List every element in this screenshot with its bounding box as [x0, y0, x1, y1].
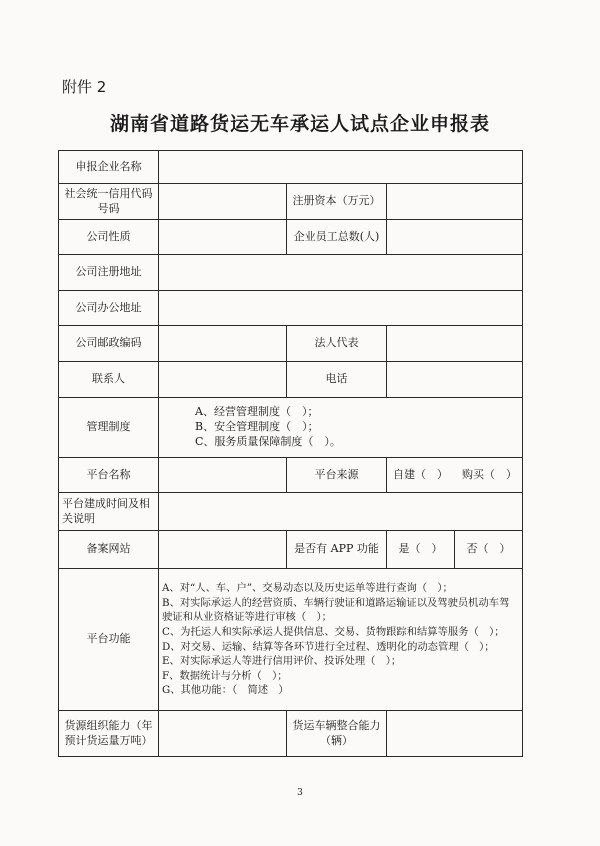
filing-website-field[interactable]	[159, 531, 287, 569]
form-row-filing-website	[59, 531, 523, 569]
function-option-f[interactable]: F、数据统计与分析（ ）；	[162, 669, 288, 682]
credit-code-label: 社会统一信用代码号码	[59, 184, 159, 220]
phone-field[interactable]	[387, 362, 523, 398]
function-option-d[interactable]: D、对交易、运输、结算等各环节进行全过程、透明化的动态管理（ ）；	[162, 640, 495, 653]
registered-address-field[interactable]	[159, 255, 523, 291]
cargo-capacity-label: 货源组织能力（年预计货运量万吨）	[59, 711, 159, 757]
function-option-a[interactable]: A、对“人、车、户”、交易动态以及历史运单等进行查询（ ）；	[162, 582, 453, 595]
registered-capital-label: 注册资本（万元）	[287, 184, 387, 220]
form-row-company-name	[59, 151, 523, 184]
function-option-e[interactable]: E、对实际承运人等进行信用评价、投诉处理（ ）；	[162, 655, 402, 668]
form-row-company-nature	[59, 220, 523, 255]
filing-website-label: 备案网站	[59, 531, 159, 569]
total-employees-label: 企业员工总数(人)	[287, 220, 387, 255]
legal-representative-label: 法人代表	[287, 326, 387, 362]
form-row-contact	[59, 362, 523, 398]
credit-code-field[interactable]	[159, 184, 287, 220]
form-row-platform-functions	[59, 569, 523, 711]
legal-representative-field[interactable]	[387, 326, 523, 362]
contact-person-field[interactable]	[159, 362, 287, 398]
platform-build-time-field[interactable]	[159, 493, 523, 531]
function-option-g[interactable]: G、其他功能：（ 简述 ）	[162, 684, 289, 697]
form-row-registered-address	[59, 255, 523, 291]
cargo-capacity-field[interactable]	[159, 711, 287, 757]
company-nature-field[interactable]	[159, 220, 287, 255]
attachment-label: 附件 2	[62, 78, 107, 96]
platform-source-self-built[interactable]: 自建（ ）	[393, 467, 448, 481]
phone-label: 电话	[287, 362, 387, 398]
application-form-table	[58, 150, 523, 757]
function-option-b[interactable]: B、对实际承运人的经营资质、车辆行驶证和道路运输证以及驾驶员机动车驾驶证和从业资格证等进行审核（ ）；	[162, 596, 510, 624]
postal-code-field[interactable]	[159, 326, 287, 362]
registered-address-label: 公司注册地址	[59, 255, 159, 291]
platform-source-label: 平台来源	[287, 458, 387, 493]
form-row-platform-build-time	[59, 493, 523, 531]
office-address-label: 公司办公地址	[59, 291, 159, 326]
company-nature-label: 公司性质	[59, 220, 159, 255]
has-app-no-option[interactable]: 否（ ）	[455, 531, 523, 569]
management-option-a[interactable]: A、经营管理制度（ ）；	[195, 405, 319, 419]
platform-name-label: 平台名称	[59, 458, 159, 493]
platform-build-time-label: 平台建成时间及相关说明	[59, 493, 159, 531]
postal-code-label: 公司邮政编码	[59, 326, 159, 362]
platform-functions-label: 平台功能	[59, 569, 159, 711]
page-number: 3	[297, 788, 303, 798]
vehicle-capacity-label: 货运车辆整合能力（辆）	[287, 711, 387, 757]
company-name-label: 申报企业名称	[59, 151, 159, 184]
registered-capital-field[interactable]	[387, 184, 523, 220]
vehicle-capacity-field[interactable]	[387, 711, 523, 757]
form-row-platform	[59, 458, 523, 493]
has-app-yes-option[interactable]: 是（ ）	[387, 531, 455, 569]
platform-name-field[interactable]	[159, 458, 287, 493]
form-row-office-address	[59, 291, 523, 326]
management-option-c[interactable]: C、服务质量保障制度（ ）。	[195, 434, 341, 448]
platform-source-options	[387, 458, 523, 493]
page-title: 湖南省道路货运无车承运人试点企业申报表	[109, 113, 490, 135]
form-row-postal-code	[59, 326, 523, 362]
contact-person-label: 联系人	[59, 362, 159, 398]
has-app-label: 是否有 APP 功能	[287, 531, 387, 569]
function-option-c[interactable]: C、为托运人和实际承运人提供信息、交易、货物跟踪和结算等服务（ ）；	[162, 625, 505, 638]
company-name-field[interactable]	[159, 151, 523, 184]
form-row-credit-code	[59, 184, 523, 220]
platform-functions-options	[159, 569, 523, 711]
form-row-capacity	[59, 711, 523, 757]
office-address-field[interactable]	[159, 291, 523, 326]
form-row-management-system	[59, 398, 523, 458]
management-system-label: 管理制度	[59, 398, 159, 458]
total-employees-field[interactable]	[387, 220, 523, 255]
management-system-options	[159, 398, 523, 458]
management-option-b[interactable]: B、安全管理制度（ ）；	[195, 420, 319, 434]
platform-source-purchased[interactable]: 购买（ ）	[462, 467, 517, 481]
